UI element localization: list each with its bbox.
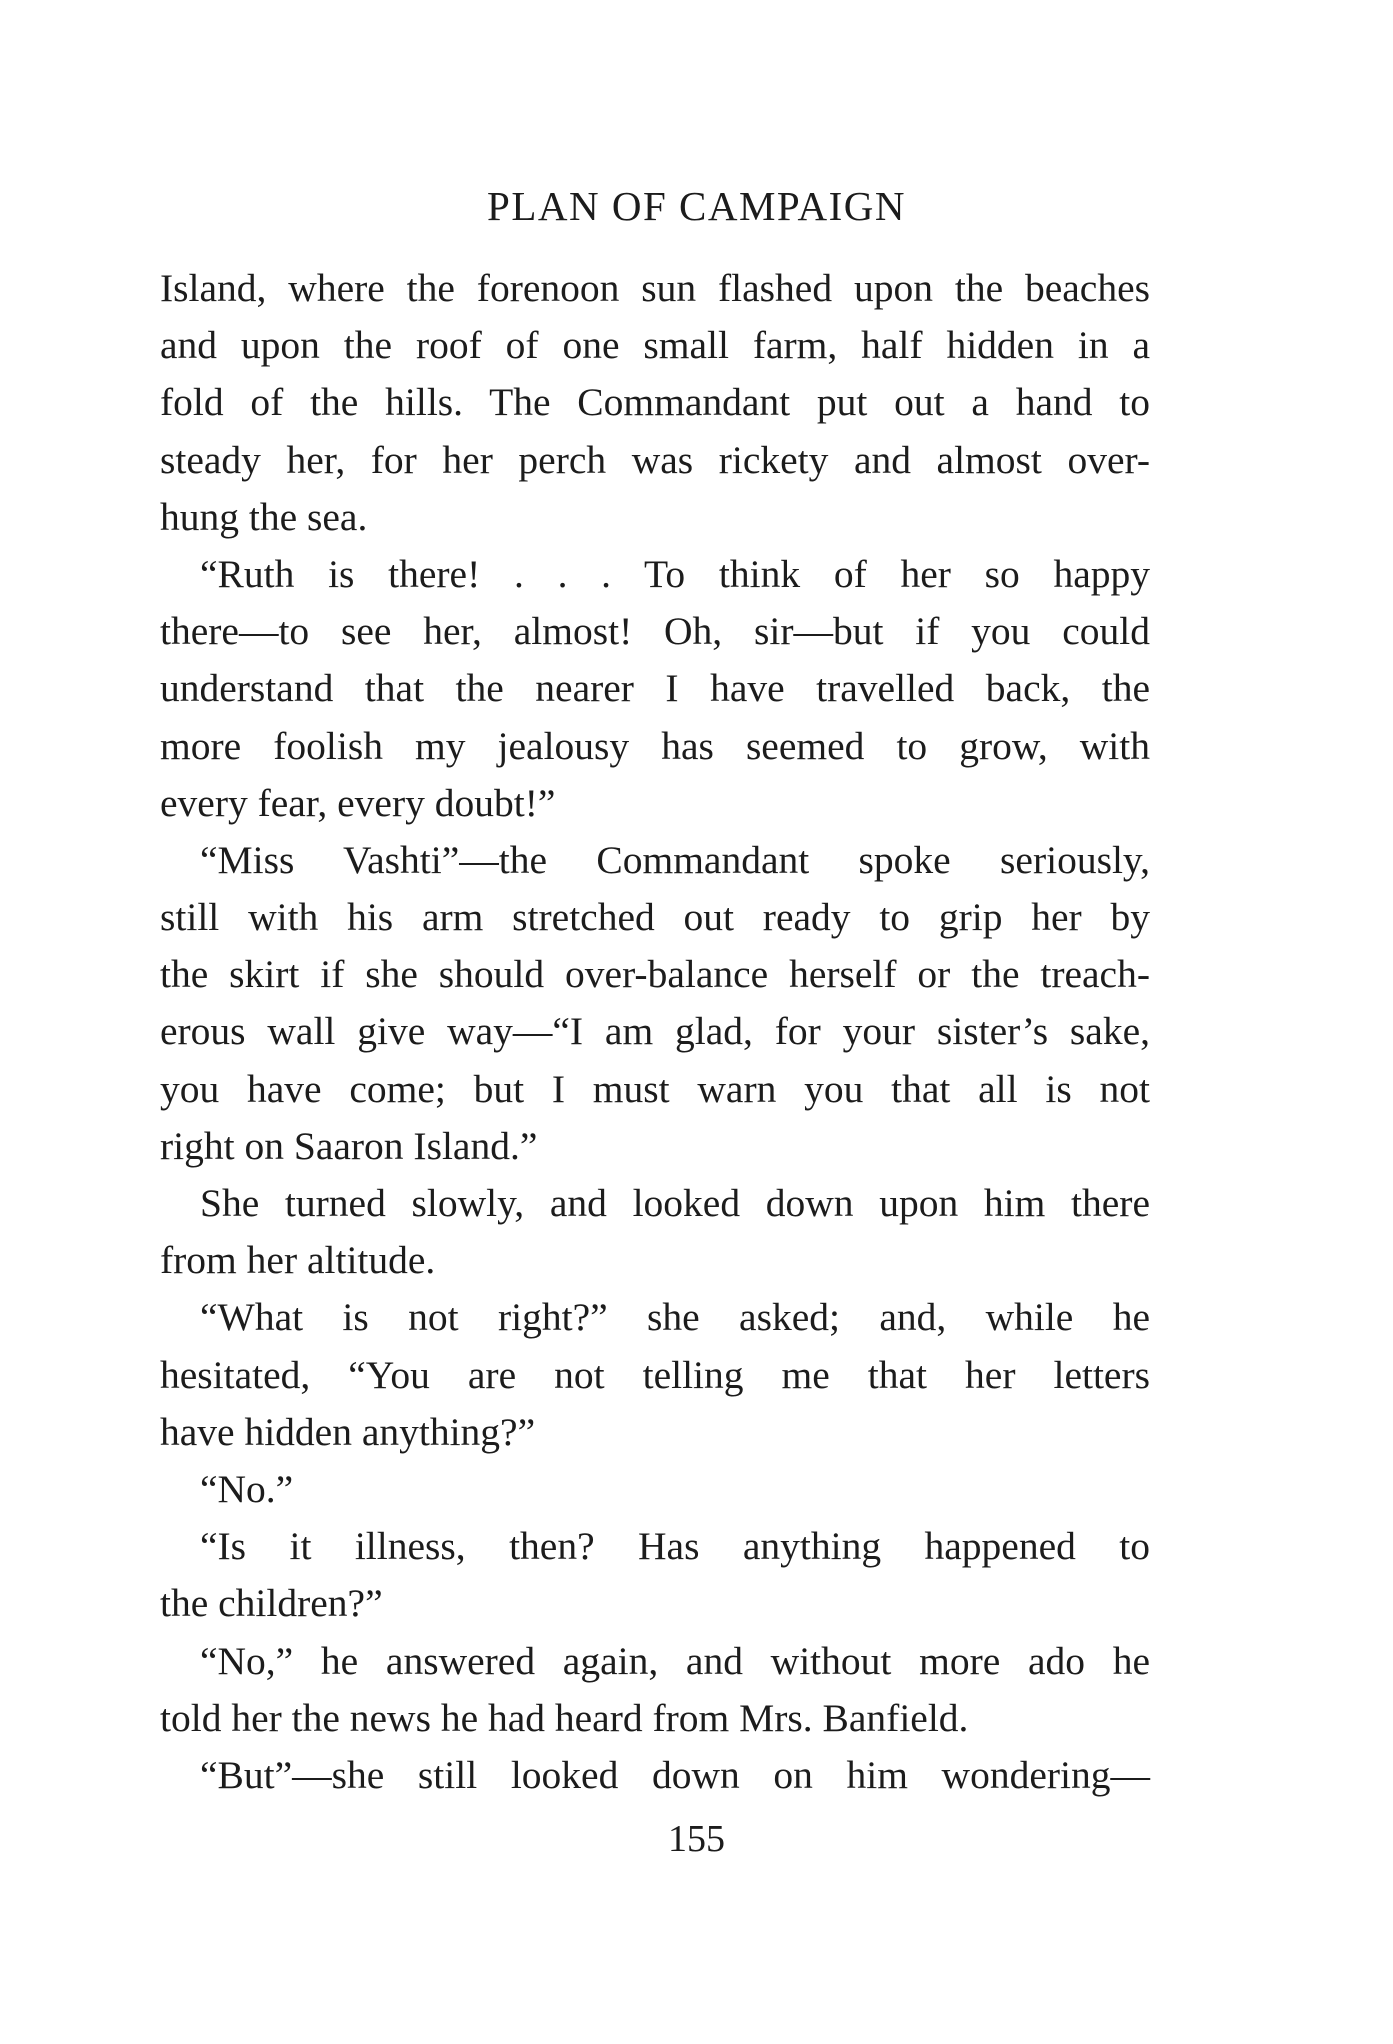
running-head: PLAN OF CAMPAIGN — [487, 183, 906, 229]
text-line: “No.” — [200, 1466, 294, 1511]
text-line: She turned slowly, and looked down upon him there — [200, 1181, 1150, 1225]
text-line: right on Saaron Island.” — [160, 1123, 538, 1168]
text-line: “Miss Vashti”—the Commandant spoke seriously, — [200, 837, 1150, 882]
text-line: fold of the hills. The Commandant put out a hand to — [160, 380, 1150, 425]
text-line: steady her, for her perch was rickety and almost over- — [160, 437, 1150, 482]
text-line: the skirt if she should over-balance herself or the treach- — [160, 952, 1150, 997]
text-line: from her altitude. — [160, 1238, 436, 1283]
text-line: have hidden anything?” — [160, 1409, 536, 1454]
text-line: and upon the roof of one small farm, half hidden in a — [160, 323, 1150, 368]
text-line: the children?” — [160, 1581, 383, 1626]
text-line: hesitated, “You are not telling me that her letters — [160, 1352, 1150, 1397]
text-line: understand that the nearer I have travelled back, the — [160, 666, 1150, 711]
text-line: there—to see her, almost! Oh, sir—but if you could — [160, 609, 1150, 654]
text-line: “Is it illness, then? Has anything happened to — [200, 1524, 1150, 1569]
text-line: you have come; but I must warn you that all is not — [160, 1066, 1150, 1111]
text-line: more foolish my jealousy has seemed to grow, with — [160, 723, 1150, 768]
text-line: told her the news he had heard from Mrs. Banfield. — [160, 1695, 969, 1740]
text-line: “What is not right?” she asked; and, while he — [200, 1295, 1150, 1340]
body-text — [160, 260, 1150, 1804]
text-line: “No,” he answered again, and without more ado he — [200, 1638, 1150, 1683]
text-line: erous wall give way—“I am glad, for your sister’s sake, — [160, 1009, 1150, 1054]
text-line: Island, where the forenoon sun flashed upon the beaches — [160, 266, 1150, 310]
page-number: 155 — [668, 1818, 725, 1860]
text-line: still with his arm stretched out ready to grip her by — [160, 895, 1150, 940]
text-line: hung the sea. — [160, 494, 368, 539]
text-line: “But”—she still looked down on him wondering— — [200, 1752, 1150, 1797]
text-line: every fear, every doubt!” — [160, 780, 556, 825]
text-line: “Ruth is there! . . . To think of her so happy — [200, 551, 1150, 596]
